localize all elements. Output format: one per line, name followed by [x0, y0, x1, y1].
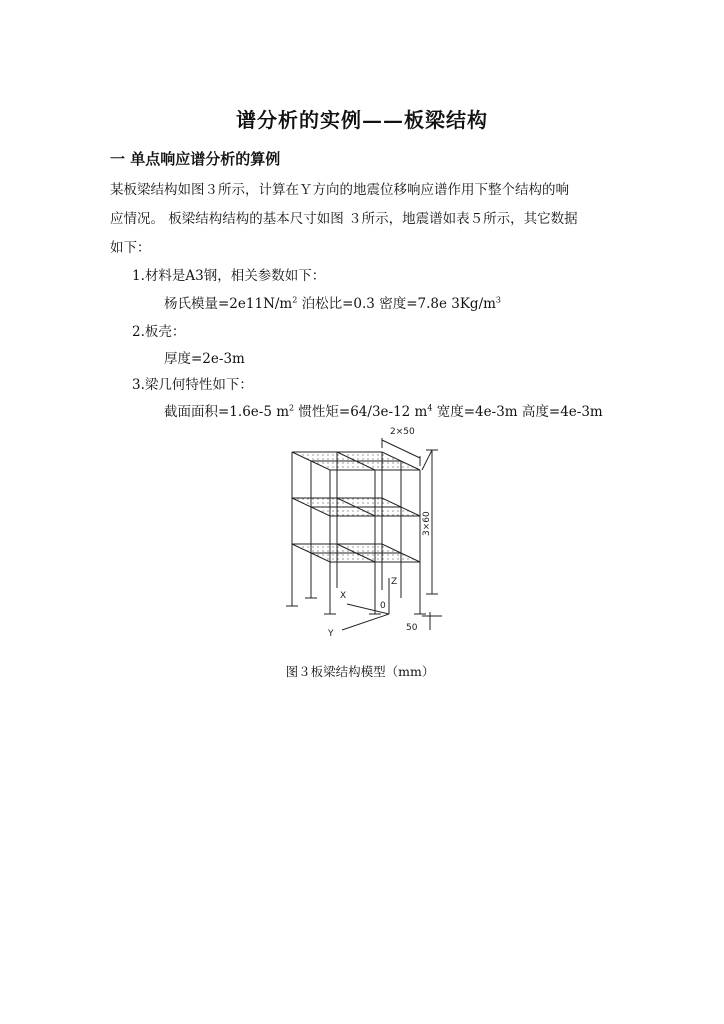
young-modulus: 杨氏模量=2e11N/m: [164, 296, 293, 312]
intro-line-2: 应情况。 板梁结构结构的基本尺寸如图 ３所示，地震谱如表５所示，其它数据: [110, 211, 578, 227]
beam-heading: 3.梁几何特性如下：: [132, 377, 253, 393]
poisson-density: 泊松比=0.3 密度=7.8e 3Kg/m: [297, 296, 496, 312]
plate-heading: 2.板壳：: [132, 324, 186, 340]
young-exponent: 2: [292, 295, 298, 305]
area-exponent: 2: [289, 403, 295, 413]
beam-area: 截面面积=1.6e-5 m: [164, 404, 290, 420]
figure-caption: 图３板梁结构模型（mm）: [285, 664, 435, 679]
axis-x-label: X: [340, 591, 347, 601]
material-heading: 1.材料是A3钢，相关参数如下：: [132, 268, 326, 284]
structure-diagram: [282, 418, 452, 644]
origin-label: 0: [380, 601, 386, 611]
intro-line-3: 如下：: [110, 240, 151, 256]
intro-line-1: 某板梁结构如图３所示，计算在Ｙ方向的地震位移响应谱作用下整个结构的响: [110, 182, 569, 198]
section-heading: 一 单点响应谱分析的算例: [110, 150, 281, 168]
dim-top-label: 2×50: [390, 427, 415, 437]
plate-thickness: 厚度=2e-3m: [164, 351, 245, 367]
structure-figure: [282, 418, 452, 644]
beam-properties: [164, 400, 603, 420]
density-exponent: 3: [495, 295, 502, 305]
dim-side-label: 3×60: [422, 511, 432, 536]
beam-inertia: 惯性矩=64/3e-12 m: [294, 404, 428, 420]
dim-bottom-label: 50: [406, 623, 418, 633]
axis-y-label: Y: [328, 629, 334, 639]
axis-z-label: Z: [391, 577, 398, 587]
material-properties: [164, 292, 501, 312]
page-title: 谱分析的实例——板梁结构: [236, 108, 488, 132]
beam-width-height: 宽度=4e-3m 高度=4e-3m: [432, 404, 603, 420]
inertia-exponent: 4: [427, 403, 433, 413]
